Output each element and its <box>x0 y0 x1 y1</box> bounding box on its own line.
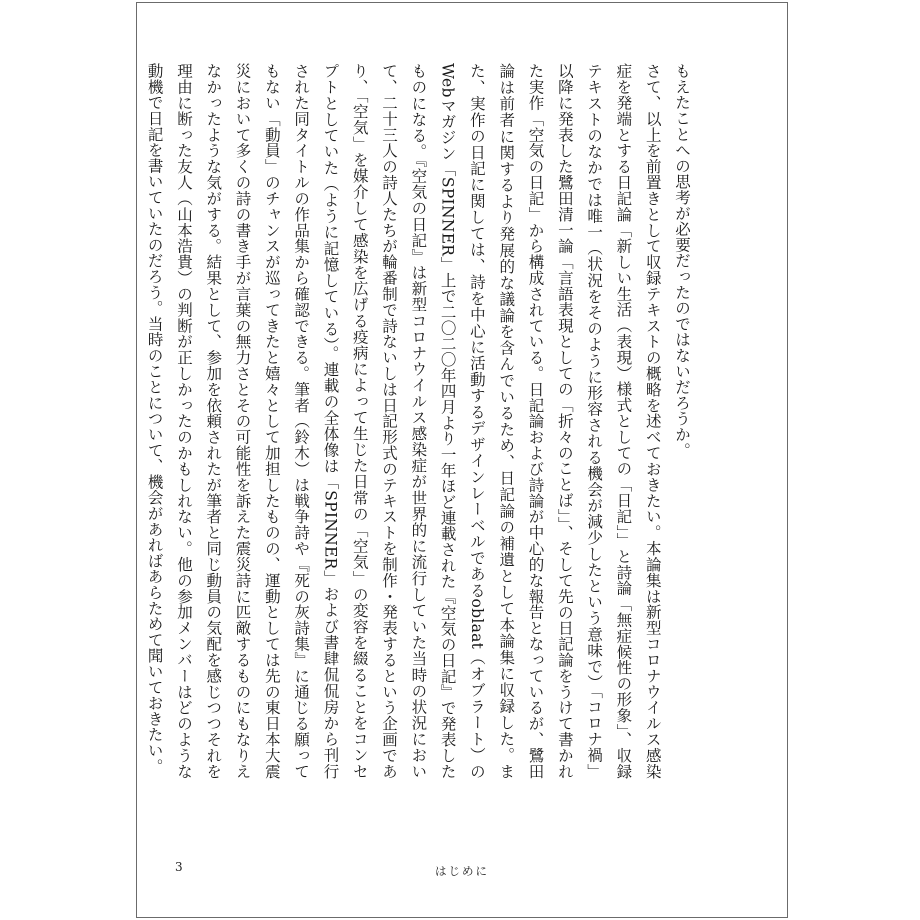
running-head: はじめに <box>435 864 489 878</box>
body-text <box>145 63 696 779</box>
paragraph: もえたことへの思考が必要だったのではないだろうか。 <box>673 63 691 458</box>
book-page <box>136 2 788 918</box>
paragraph: さて、以上を前置きとして収録テキストの概略を述べておきたい。本論集は新型コロナウイルス感染症を発端とする日記論「新しい生活（表現）様式としての「日記」」と詩論「無症候性の形象」、収録テキストのなかでは唯一（状況をそのように形容される機会が減少したという意味で）「コロナ禍」以降に発表した鷺田清一論「言語表現としての「折々のことば」」、そして先の日記論をうけて書かれた実作「空気の日記」から構成されている。日記論および詩論が中心的な報告となっているが、鷺田論は前者に関するより発展的な議論を含んでいるため、日記論の補遺として本論集に収録した。また、実作の日記に関しては、詩を中心に活動するデザインレーベルであるoblaat（オブラート）のWebマガジン「SPINNER」上で二〇二〇年四月より一年ほど連載された『空気の日記』で発表したものになる。『空気の日記』は新型コロナウイルス感染症が世界的に流行していた当時の状況において、二十三人の詩人たちが輪番制で詩ないしは日記形式のテキストを制作・発表するという企画であり、「空気」を媒介して感染を広げる疫病によって生じた日常の「空気」の変容を綴ることをコンセプトとしていた（ように記憶している）。連載の全体像は「SPINNER」および書肆侃侃房から刊行された同タイトルの作品集から確認できる。筆者（鈴木）は戦争詩や『死の灰詩集』に通じる願ってもない「動員」のチャンスが巡ってきたと嬉々として加担したものの、運動としては先の東日本大震災において多くの詩の書き手が言葉の無力さとその可能性を訴えた震災詩に匹敵するものにもなりえなかったような気がする。結果として、参加を依頼されたが筆者と同じ動員の気配を感じつつそれを理由に断った友人（山本浩貴）の判断が正しかったのかもしれない。他の参加メンバーはどのような動機で日記を書いていたのだろう。当時のことについて、機会があればあらためて聞いておきたい。 <box>145 63 662 779</box>
page-number: 3 <box>175 860 183 874</box>
